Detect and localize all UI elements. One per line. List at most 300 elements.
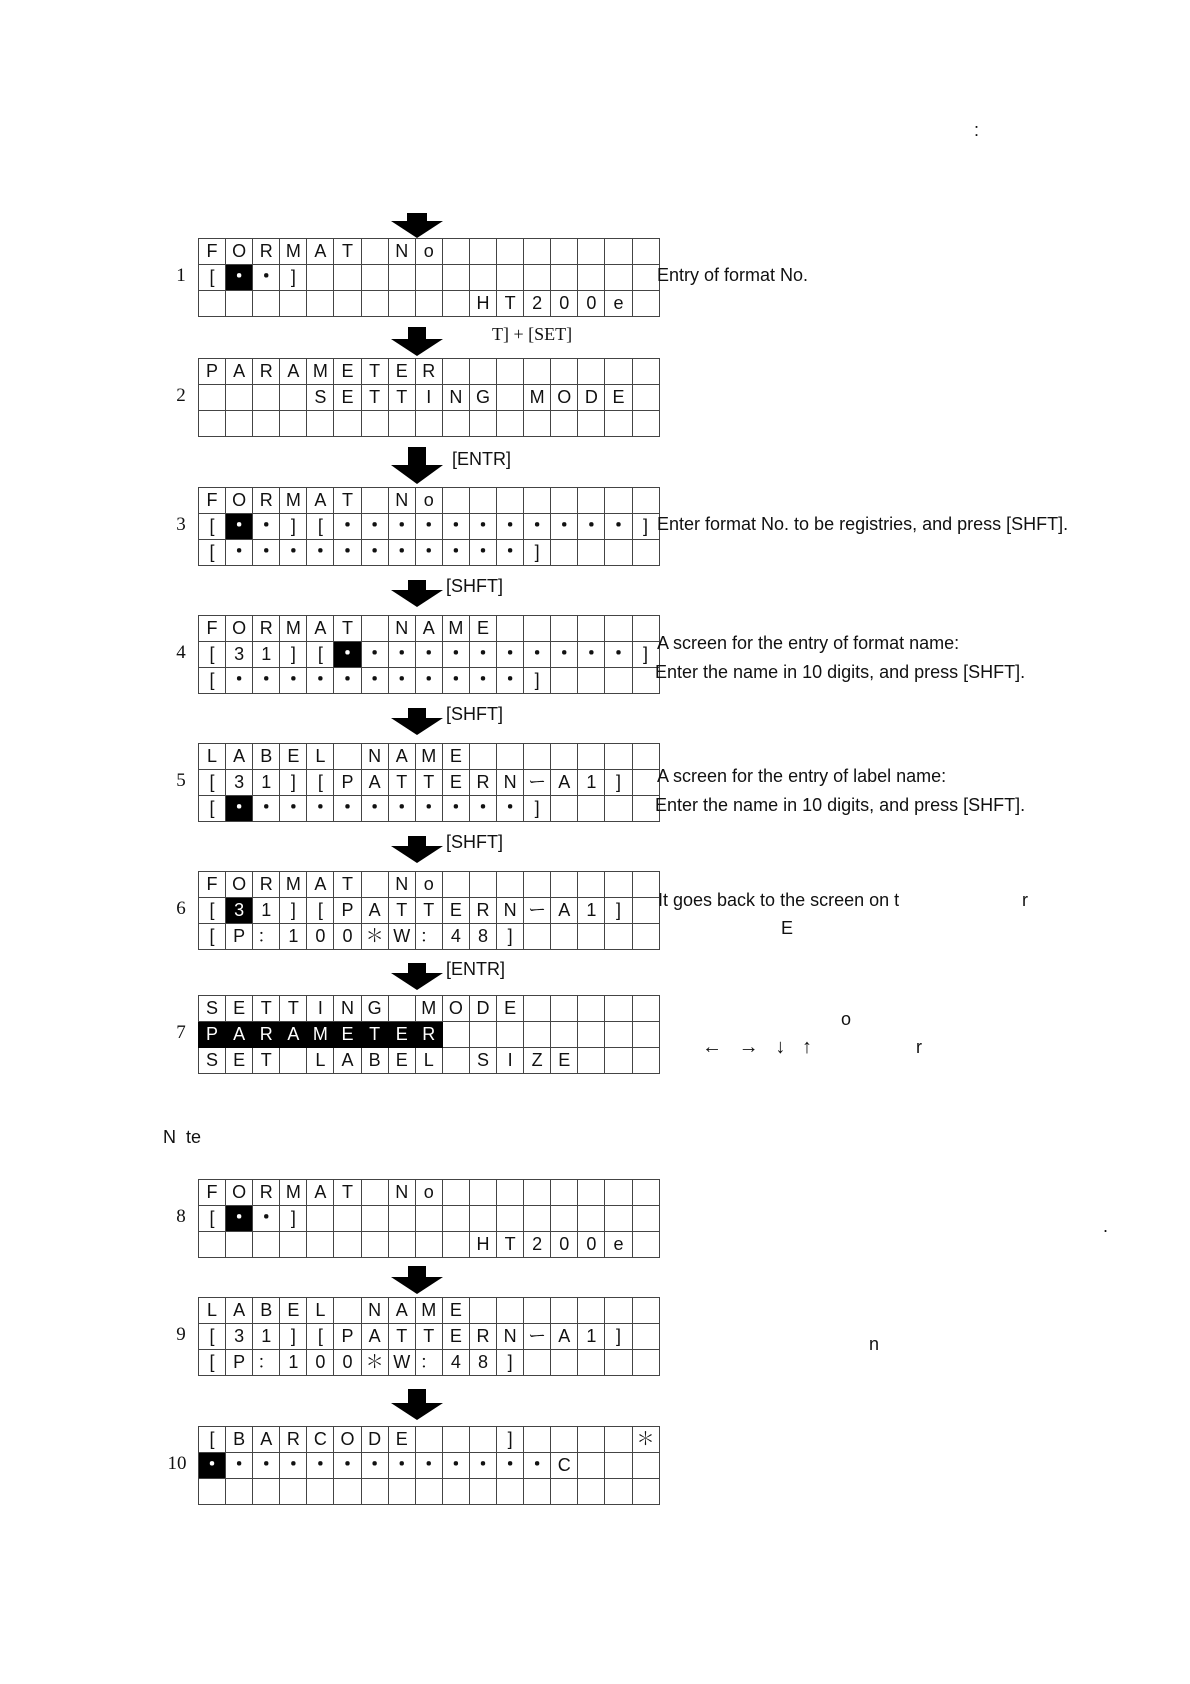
lcd-cell xyxy=(578,1180,605,1206)
lcd-cell xyxy=(605,1453,632,1479)
down-arrow-icon xyxy=(389,708,445,736)
lcd-cell: ・ xyxy=(253,1206,280,1232)
lcd-cell: L xyxy=(307,1298,334,1324)
lcd-cell xyxy=(442,1479,469,1505)
lcd-cell xyxy=(605,1180,632,1206)
lcd-row xyxy=(199,668,660,694)
lcd-cell: ・ xyxy=(253,540,280,566)
lcd-cell: E xyxy=(388,1427,415,1453)
description-step-3: Enter format No. to be registries, and press [SHFT]. xyxy=(657,514,1069,534)
lcd-cell xyxy=(442,1048,469,1074)
lcd-cell: ] xyxy=(605,1324,632,1350)
lcd-cell: ] xyxy=(280,642,307,668)
lcd-cell: M xyxy=(415,996,442,1022)
lcd-cell xyxy=(524,1479,551,1505)
lcd-cell: R xyxy=(253,872,280,898)
lcd-cell xyxy=(551,1479,578,1505)
lcd-cell xyxy=(632,770,659,796)
lcd-cell xyxy=(442,1232,469,1258)
lcd-cell: M xyxy=(307,1022,334,1048)
lcd-cell: ・ xyxy=(524,514,551,540)
lcd-cell: A xyxy=(388,744,415,770)
lcd-cell xyxy=(524,1206,551,1232)
lcd-cell xyxy=(497,1022,524,1048)
lcd-row xyxy=(199,291,660,317)
lcd-cell: ] xyxy=(632,514,659,540)
lcd-cell xyxy=(551,239,578,265)
lcd-cell: ー xyxy=(524,770,551,796)
lcd-cell: A xyxy=(280,1022,307,1048)
lcd-cell: [ xyxy=(199,770,226,796)
lcd-cell xyxy=(497,1298,524,1324)
lcd-cell xyxy=(280,1232,307,1258)
lcd-row xyxy=(199,872,660,898)
lcd-cell xyxy=(442,1022,469,1048)
lcd-cell: ・ xyxy=(280,540,307,566)
lcd-cell: o xyxy=(415,488,442,514)
lcd-row xyxy=(199,744,660,770)
lcd-cell xyxy=(632,996,659,1022)
lcd-cell: T xyxy=(361,1022,388,1048)
lcd-cell: T xyxy=(388,898,415,924)
lcd-row xyxy=(199,642,660,668)
lcd-cell xyxy=(442,359,469,385)
lcd-cell: P xyxy=(334,770,361,796)
lcd-cell: ・ xyxy=(307,668,334,694)
lcd-cell: ・ xyxy=(469,642,496,668)
lcd-cell xyxy=(442,265,469,291)
lcd-cell xyxy=(524,924,551,950)
lcd-cell xyxy=(307,1232,334,1258)
lcd-cell: ・ xyxy=(551,514,578,540)
lcd-cell: F xyxy=(199,239,226,265)
lcd-cell: 2 xyxy=(524,1232,551,1258)
lcd-cell: ・ xyxy=(524,1453,551,1479)
lcd-cell xyxy=(605,996,632,1022)
description-step-9-frag: n xyxy=(869,1334,880,1354)
lcd-cell xyxy=(605,540,632,566)
lcd-cell: ] xyxy=(280,770,307,796)
lcd-cell xyxy=(605,1298,632,1324)
lcd-screen-2 xyxy=(198,358,660,437)
lcd-cell xyxy=(578,1022,605,1048)
lcd-cell: 1 xyxy=(280,1350,307,1376)
lcd-cell xyxy=(497,1479,524,1505)
lcd-row xyxy=(199,540,660,566)
lcd-cell: [ xyxy=(199,514,226,540)
key-label-shft: [SHFT] xyxy=(446,704,503,724)
lcd-cell: A xyxy=(361,898,388,924)
lcd-cell: ・ xyxy=(469,668,496,694)
lcd-cell: R xyxy=(253,1180,280,1206)
lcd-cell xyxy=(361,1180,388,1206)
lcd-cell: A xyxy=(551,1324,578,1350)
lcd-cell: ・ xyxy=(280,796,307,822)
lcd-cell: ・ xyxy=(361,514,388,540)
lcd-cell xyxy=(442,872,469,898)
lcd-cell: ・ xyxy=(442,540,469,566)
lcd-cell xyxy=(334,1479,361,1505)
lcd-cell xyxy=(307,265,334,291)
lcd-cell: E xyxy=(388,359,415,385)
lcd-cell: 3 xyxy=(226,770,253,796)
lcd-cell: M xyxy=(280,239,307,265)
lcd-cell: ・ xyxy=(280,1453,307,1479)
lcd-cell xyxy=(415,291,442,317)
lcd-cell: ・ xyxy=(442,642,469,668)
lcd-cell: 8 xyxy=(469,924,496,950)
step-number-2: 2 xyxy=(176,385,186,406)
lcd-cell xyxy=(442,291,469,317)
lcd-cell xyxy=(551,1180,578,1206)
lcd-cell: ] xyxy=(497,924,524,950)
lcd-cell: 1 xyxy=(253,770,280,796)
lcd-cell: P xyxy=(199,359,226,385)
lcd-cell: E xyxy=(226,996,253,1022)
lcd-cell: T xyxy=(415,770,442,796)
lcd-cell: ・ xyxy=(280,668,307,694)
lcd-cell xyxy=(524,616,551,642)
step-number-7: 7 xyxy=(176,1022,186,1043)
lcd-cell: D xyxy=(469,996,496,1022)
lcd-cell: A xyxy=(551,770,578,796)
lcd-cell xyxy=(605,796,632,822)
down-arrow-icon xyxy=(389,580,445,608)
lcd-cell: ] xyxy=(524,668,551,694)
lcd-cell: ] xyxy=(280,1324,307,1350)
lcd-cell xyxy=(551,616,578,642)
lcd-cell xyxy=(632,1022,659,1048)
lcd-cell xyxy=(605,1206,632,1232)
lcd-cell xyxy=(632,291,659,317)
lcd-cell: A xyxy=(226,359,253,385)
lcd-cell: ・ xyxy=(605,642,632,668)
lcd-cell: S xyxy=(199,1048,226,1074)
lcd-cell xyxy=(578,796,605,822)
lcd-cell xyxy=(551,411,578,437)
lcd-cell: ] xyxy=(280,265,307,291)
lcd-cell: [ xyxy=(199,1350,226,1376)
lcd-cell: ・ xyxy=(334,642,361,668)
lcd-cell xyxy=(578,1479,605,1505)
lcd-cell xyxy=(551,1427,578,1453)
lcd-cell xyxy=(226,291,253,317)
lcd-cell: 1 xyxy=(280,924,307,950)
lcd-cell: ・ xyxy=(469,540,496,566)
lcd-cell xyxy=(578,872,605,898)
lcd-cell: 0 xyxy=(307,924,334,950)
lcd-screen-3 xyxy=(198,487,660,566)
lcd-cell xyxy=(632,924,659,950)
lcd-cell xyxy=(605,668,632,694)
step-number-6: 6 xyxy=(176,898,186,919)
lcd-cell: A xyxy=(226,1022,253,1048)
lcd-cell xyxy=(199,385,226,411)
lcd-cell xyxy=(442,411,469,437)
lcd-cell xyxy=(334,265,361,291)
lcd-cell xyxy=(632,1180,659,1206)
lcd-cell: [ xyxy=(199,796,226,822)
lcd-cell: ・ xyxy=(442,514,469,540)
lcd-cell xyxy=(497,744,524,770)
lcd-cell: [ xyxy=(307,898,334,924)
lcd-cell: I xyxy=(415,385,442,411)
lcd-cell: ・ xyxy=(497,796,524,822)
lcd-cell xyxy=(632,616,659,642)
lcd-cell xyxy=(524,1427,551,1453)
description-step-4-line2: Enter the name in 10 digits, and press [SHFT]. xyxy=(655,662,1026,682)
lcd-cell: B xyxy=(253,1298,280,1324)
lcd-cell: ・ xyxy=(226,514,253,540)
lcd-cell: R xyxy=(253,359,280,385)
lcd-cell: 3 xyxy=(226,898,253,924)
lcd-cell: P xyxy=(334,898,361,924)
lcd-screen-5 xyxy=(198,743,660,822)
lcd-cell xyxy=(415,1206,442,1232)
lcd-cell: ・ xyxy=(388,514,415,540)
lcd-cell: ・ xyxy=(415,1453,442,1479)
lcd-cell xyxy=(632,1298,659,1324)
step-number-8: 8 xyxy=(176,1206,186,1227)
lcd-cell: T xyxy=(334,616,361,642)
lcd-cell: A xyxy=(226,1298,253,1324)
lcd-cell: H xyxy=(469,291,496,317)
lcd-cell xyxy=(361,291,388,317)
lcd-cell xyxy=(632,898,659,924)
lcd-cell: N xyxy=(442,385,469,411)
lcd-cell xyxy=(632,1453,659,1479)
lcd-cell: ・ xyxy=(361,540,388,566)
lcd-cell: [ xyxy=(307,642,334,668)
lcd-cell xyxy=(578,239,605,265)
lcd-cell: O xyxy=(226,239,253,265)
lcd-cell: B xyxy=(253,744,280,770)
lcd-cell: F xyxy=(199,616,226,642)
lcd-cell xyxy=(578,1427,605,1453)
lcd-cell: E xyxy=(280,744,307,770)
lcd-cell xyxy=(551,1206,578,1232)
lcd-cell: E xyxy=(442,1324,469,1350)
description-step-4-line1: A screen for the entry of format name: xyxy=(657,633,960,653)
lcd-cell xyxy=(253,385,280,411)
lcd-cell: M xyxy=(280,872,307,898)
lcd-cell xyxy=(551,1350,578,1376)
lcd-cell: R xyxy=(469,898,496,924)
lcd-cell xyxy=(361,1479,388,1505)
lcd-row xyxy=(199,1479,660,1505)
lcd-cell xyxy=(632,488,659,514)
lcd-cell xyxy=(361,411,388,437)
lcd-cell xyxy=(578,616,605,642)
lcd-cell: C xyxy=(307,1427,334,1453)
lcd-cell xyxy=(605,744,632,770)
lcd-cell: ・ xyxy=(497,642,524,668)
description-step-7-frag: o xyxy=(841,1009,852,1029)
lcd-cell: L xyxy=(199,744,226,770)
lcd-screen-7 xyxy=(198,995,660,1074)
lcd-cell: M xyxy=(280,488,307,514)
lcd-cell: M xyxy=(442,616,469,642)
lcd-cell xyxy=(361,616,388,642)
lcd-cell: O xyxy=(442,996,469,1022)
down-arrow-icon xyxy=(389,213,445,239)
lcd-cell: E xyxy=(442,770,469,796)
description-step-6-line1: It goes back to the screen on t xyxy=(658,890,900,910)
lcd-cell: F xyxy=(199,488,226,514)
lcd-cell xyxy=(469,872,496,898)
lcd-cell: ： xyxy=(253,924,280,950)
lcd-cell xyxy=(551,796,578,822)
lcd-cell xyxy=(632,239,659,265)
lcd-cell xyxy=(442,1427,469,1453)
lcd-cell xyxy=(307,411,334,437)
lcd-cell: B xyxy=(361,1048,388,1074)
lcd-cell: N xyxy=(334,996,361,1022)
lcd-cell: N xyxy=(497,770,524,796)
lcd-cell xyxy=(551,924,578,950)
lcd-cell xyxy=(415,1427,442,1453)
lcd-cell: ： xyxy=(415,1350,442,1376)
lcd-cell xyxy=(469,265,496,291)
lcd-cell xyxy=(280,385,307,411)
lcd-row xyxy=(199,996,660,1022)
lcd-cell: R xyxy=(253,1022,280,1048)
lcd-cell: ] xyxy=(280,1206,307,1232)
lcd-cell xyxy=(632,872,659,898)
lcd-cell: T xyxy=(415,898,442,924)
lcd-cell: ・ xyxy=(388,1453,415,1479)
lcd-cell xyxy=(551,872,578,898)
lcd-cell: ・ xyxy=(415,514,442,540)
lcd-cell xyxy=(605,1479,632,1505)
lcd-row xyxy=(199,359,660,385)
lcd-cell: ・ xyxy=(388,796,415,822)
lcd-cell: o xyxy=(415,239,442,265)
lcd-cell: F xyxy=(199,872,226,898)
lcd-cell xyxy=(442,488,469,514)
lcd-cell xyxy=(226,1479,253,1505)
lcd-cell: ・ xyxy=(388,540,415,566)
lcd-cell: T xyxy=(415,1324,442,1350)
lcd-cell: ・ xyxy=(578,514,605,540)
lcd-cell: ・ xyxy=(334,514,361,540)
lcd-row xyxy=(199,385,660,411)
lcd-cell xyxy=(361,872,388,898)
lcd-cell: ： xyxy=(415,924,442,950)
lcd-cell xyxy=(253,291,280,317)
lcd-cell: W xyxy=(388,924,415,950)
lcd-cell: I xyxy=(307,996,334,1022)
lcd-cell: Z xyxy=(524,1048,551,1074)
lcd-row xyxy=(199,1048,660,1074)
lcd-cell: A xyxy=(415,616,442,642)
lcd-cell xyxy=(415,265,442,291)
lcd-cell: ・ xyxy=(415,668,442,694)
lcd-cell: [ xyxy=(199,1206,226,1232)
lcd-cell: N xyxy=(361,1298,388,1324)
lcd-cell: 1 xyxy=(578,898,605,924)
lcd-cell: A xyxy=(388,1298,415,1324)
lcd-cell xyxy=(199,411,226,437)
lcd-cell: T xyxy=(280,996,307,1022)
lcd-cell: ・ xyxy=(442,668,469,694)
lcd-cell: P xyxy=(334,1324,361,1350)
lcd-cell: ・ xyxy=(307,1453,334,1479)
description-step-6-frag: r xyxy=(1022,890,1028,910)
lcd-cell: ・ xyxy=(253,514,280,540)
lcd-cell: ・ xyxy=(253,668,280,694)
lcd-cell: E xyxy=(442,1298,469,1324)
lcd-cell xyxy=(551,744,578,770)
lcd-cell: A xyxy=(361,1324,388,1350)
lcd-cell xyxy=(497,359,524,385)
lcd-row xyxy=(199,770,660,796)
lcd-cell xyxy=(578,1048,605,1074)
lcd-cell: ： xyxy=(253,1350,280,1376)
lcd-cell: T xyxy=(334,488,361,514)
lcd-cell: N xyxy=(388,488,415,514)
lcd-cell: ・ xyxy=(253,1453,280,1479)
lcd-cell xyxy=(632,411,659,437)
lcd-cell xyxy=(551,265,578,291)
down-arrow-icon xyxy=(389,963,445,991)
lcd-cell: A xyxy=(334,1048,361,1074)
lcd-cell xyxy=(605,924,632,950)
key-label-shft: [SHFT] xyxy=(446,576,503,596)
lcd-row xyxy=(199,898,660,924)
lcd-cell xyxy=(469,744,496,770)
lcd-cell: N xyxy=(497,1324,524,1350)
lcd-cell xyxy=(605,1048,632,1074)
description-step-6-line2: E xyxy=(781,918,794,938)
lcd-cell xyxy=(497,239,524,265)
lcd-cell: T xyxy=(361,385,388,411)
lcd-screen-9 xyxy=(198,1297,660,1376)
lcd-cell: ] xyxy=(280,898,307,924)
lcd-cell: M xyxy=(280,616,307,642)
lcd-cell: F xyxy=(199,1180,226,1206)
lcd-cell: o xyxy=(415,1180,442,1206)
lcd-row xyxy=(199,924,660,950)
lcd-cell: E xyxy=(442,744,469,770)
step-number-9: 9 xyxy=(176,1324,186,1345)
down-arrow-icon xyxy=(389,327,445,357)
lcd-cell: L xyxy=(415,1048,442,1074)
lcd-cell: ・ xyxy=(361,1453,388,1479)
lcd-cell: E xyxy=(469,616,496,642)
lcd-cell: T xyxy=(334,872,361,898)
key-label-shft: [SHFT] xyxy=(446,832,503,852)
key-label-entr: [ENTR] xyxy=(452,449,512,469)
lcd-cell xyxy=(497,616,524,642)
lcd-cell: T xyxy=(253,996,280,1022)
lcd-cell xyxy=(551,668,578,694)
lcd-cell: ・ xyxy=(199,1453,226,1479)
lcd-cell: A xyxy=(307,1180,334,1206)
lcd-cell: A xyxy=(307,488,334,514)
description-step-8-frag: . xyxy=(1103,1216,1109,1236)
lcd-cell: ・ xyxy=(334,796,361,822)
lcd-cell: 4 xyxy=(442,1350,469,1376)
lcd-cell xyxy=(199,1479,226,1505)
lcd-cell: O xyxy=(551,385,578,411)
lcd-cell xyxy=(524,996,551,1022)
lcd-cell: ・ xyxy=(334,540,361,566)
step-number-10: 10 xyxy=(167,1453,187,1474)
lcd-cell xyxy=(415,1479,442,1505)
lcd-cell: ー xyxy=(524,898,551,924)
lcd-cell xyxy=(632,1232,659,1258)
